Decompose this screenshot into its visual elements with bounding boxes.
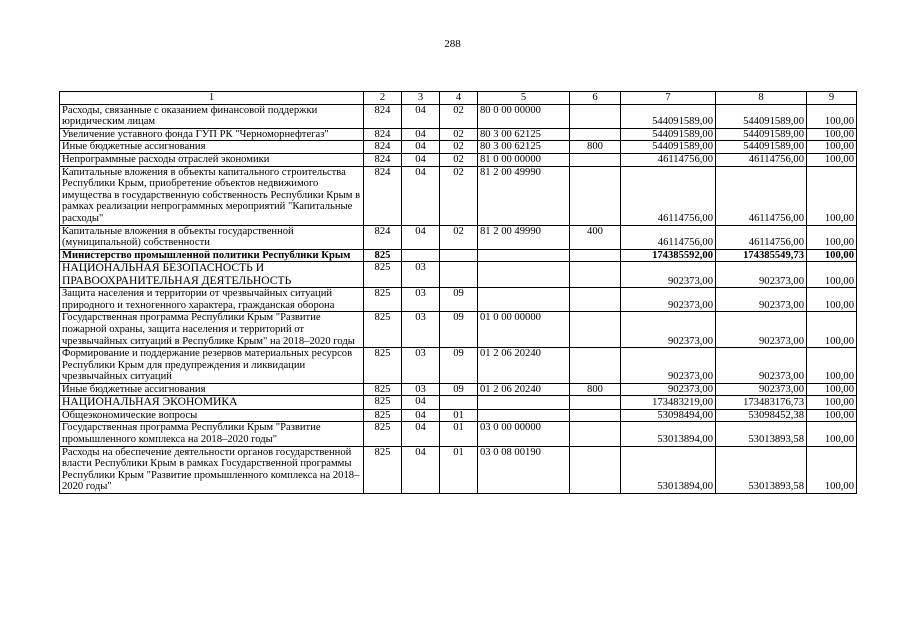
expense-type-cell: 800: [570, 383, 621, 396]
percent-cell: 100,00: [807, 128, 857, 141]
expense-type-cell: [570, 422, 621, 446]
ministry-code-cell: 825: [364, 348, 402, 384]
header-row: [60, 92, 857, 105]
percent-cell: 100,00: [807, 396, 857, 409]
target-article-cell: [478, 249, 570, 262]
table-row: [60, 446, 857, 493]
target-article-cell: 80 3 00 62125: [478, 141, 570, 154]
executed-amount-cell: 46114756,00: [716, 153, 807, 166]
planned-amount-cell: 53013894,00: [621, 446, 716, 493]
expense-type-cell: [570, 104, 621, 128]
expense-type-cell: [570, 249, 621, 262]
table-row: [60, 288, 857, 312]
budget-table: [59, 91, 857, 494]
subsection-cell: 02: [440, 166, 478, 225]
percent-cell: 100,00: [807, 288, 857, 312]
target-article-cell: [478, 409, 570, 422]
planned-amount-cell: 53098494,00: [621, 409, 716, 422]
ministry-code-cell: 825: [364, 422, 402, 446]
ministry-code-cell: 824: [364, 153, 402, 166]
subsection-cell: 02: [440, 153, 478, 166]
section-cell: 04: [402, 422, 440, 446]
target-article-cell: 01 2 06 20240: [478, 383, 570, 396]
executed-amount-cell: 53013893,58: [716, 422, 807, 446]
name-cell: Капитальные вложения в объекты государственной (муниципальной) собственности: [60, 225, 364, 249]
percent-cell: 100,00: [807, 446, 857, 493]
name-cell: Иные бюджетные ассигнования: [60, 141, 364, 154]
name-cell: Расходы на обеспечение деятельности органов государственной власти Республики Крым в рамках Государственной программы Республики Крым "Развитие промышленного комплекса на 2018–2020 годы": [60, 446, 364, 493]
header-cell: 6: [570, 92, 621, 105]
expense-type-cell: [570, 166, 621, 225]
ministry-code-cell: 825: [364, 446, 402, 493]
planned-amount-cell: 544091589,00: [621, 104, 716, 128]
executed-amount-cell: 902373,00: [716, 383, 807, 396]
table-row: [60, 141, 857, 154]
planned-amount-cell: 544091589,00: [621, 128, 716, 141]
table-row: [60, 249, 857, 262]
expense-type-cell: [570, 153, 621, 166]
expense-type-cell: [570, 396, 621, 409]
table-row: [60, 225, 857, 249]
header-cell: 7: [621, 92, 716, 105]
subsection-cell: 09: [440, 383, 478, 396]
planned-amount-cell: 173483219,00: [621, 396, 716, 409]
planned-amount-cell: 902373,00: [621, 383, 716, 396]
executed-amount-cell: 902373,00: [716, 288, 807, 312]
planned-amount-cell: 46114756,00: [621, 225, 716, 249]
name-cell: Министерство промышленной политики Республики Крым: [60, 249, 364, 262]
ministry-code-cell: 825: [364, 262, 402, 288]
header-cell: 2: [364, 92, 402, 105]
subsection-cell: 01: [440, 409, 478, 422]
executed-amount-cell: 902373,00: [716, 312, 807, 348]
subsection-cell: 01: [440, 422, 478, 446]
planned-amount-cell: 902373,00: [621, 312, 716, 348]
table-row: [60, 312, 857, 348]
ministry-code-cell: 825: [364, 312, 402, 348]
name-cell: НАЦИОНАЛЬНАЯ БЕЗОПАСНОСТЬ И ПРАВООХРАНИТЕЛЬНАЯ ДЕЯТЕЛЬНОСТЬ: [60, 262, 364, 288]
name-cell: Увеличение уставного фонда ГУП РК "Черноморнефтегаз": [60, 128, 364, 141]
target-article-cell: 81 2 00 49990: [478, 166, 570, 225]
expense-type-cell: [570, 288, 621, 312]
section-cell: 03: [402, 348, 440, 384]
section-cell: 04: [402, 409, 440, 422]
section-cell: 03: [402, 312, 440, 348]
subsection-cell: 01: [440, 446, 478, 493]
executed-amount-cell: 902373,00: [716, 262, 807, 288]
table-row: [60, 383, 857, 396]
name-cell: Иные бюджетные ассигнования: [60, 383, 364, 396]
planned-amount-cell: 902373,00: [621, 348, 716, 384]
section-cell: 04: [402, 104, 440, 128]
planned-amount-cell: 544091589,00: [621, 141, 716, 154]
executed-amount-cell: 173483176,73: [716, 396, 807, 409]
table-row: [60, 166, 857, 225]
target-article-cell: 03 0 08 00190: [478, 446, 570, 493]
percent-cell: 100,00: [807, 166, 857, 225]
section-cell: [402, 249, 440, 262]
table-row: [60, 348, 857, 384]
expense-type-cell: [570, 348, 621, 384]
name-cell: НАЦИОНАЛЬНАЯ ЭКОНОМИКА: [60, 396, 364, 409]
percent-cell: 100,00: [807, 422, 857, 446]
percent-cell: 100,00: [807, 348, 857, 384]
subsection-cell: [440, 262, 478, 288]
subsection-cell: [440, 396, 478, 409]
target-article-cell: 81 2 00 49990: [478, 225, 570, 249]
table-row: [60, 262, 857, 288]
name-cell: Государственная программа Республики Крым "Развитие промышленного комплекса на 2018–2020 годы": [60, 422, 364, 446]
target-article-cell: 01 2 06 20240: [478, 348, 570, 384]
table-row: [60, 104, 857, 128]
subsection-cell: 02: [440, 104, 478, 128]
planned-amount-cell: 46114756,00: [621, 166, 716, 225]
expense-type-cell: [570, 312, 621, 348]
header-cell: 4: [440, 92, 478, 105]
table-row: [60, 128, 857, 141]
target-article-cell: [478, 288, 570, 312]
executed-amount-cell: 544091589,00: [716, 128, 807, 141]
subsection-cell: 02: [440, 128, 478, 141]
subsection-cell: 09: [440, 312, 478, 348]
percent-cell: 100,00: [807, 383, 857, 396]
name-cell: Защита населения и территории от чрезвычайных ситуаций природного и техногенного характера, гражданская оборона: [60, 288, 364, 312]
name-cell: Непрограммные расходы отраслей экономики: [60, 153, 364, 166]
ministry-code-cell: 825: [364, 409, 402, 422]
percent-cell: 100,00: [807, 249, 857, 262]
ministry-code-cell: 824: [364, 141, 402, 154]
executed-amount-cell: 544091589,00: [716, 104, 807, 128]
executed-amount-cell: 46114756,00: [716, 225, 807, 249]
section-cell: 04: [402, 225, 440, 249]
header-cell: 1: [60, 92, 364, 105]
name-cell: Расходы, связанные с оказанием финансовой поддержки юридическим лицам: [60, 104, 364, 128]
planned-amount-cell: 902373,00: [621, 262, 716, 288]
header-cell: 9: [807, 92, 857, 105]
subsection-cell: 09: [440, 348, 478, 384]
name-cell: Формирование и поддержание резервов материальных ресурсов Республики Крым для предупреждения и ликвидации чрезвычайных ситуаций: [60, 348, 364, 384]
target-article-cell: [478, 262, 570, 288]
target-article-cell: 80 3 00 62125: [478, 128, 570, 141]
planned-amount-cell: 46114756,00: [621, 153, 716, 166]
section-cell: 03: [402, 262, 440, 288]
ministry-code-cell: 824: [364, 225, 402, 249]
name-cell: Государственная программа Республики Крым "Развитие пожарной охраны, защита населения и территорий от чрезвычайных ситуаций в Республике Крым" на 2018–2020 годы: [60, 312, 364, 348]
target-article-cell: [478, 396, 570, 409]
subsection-cell: [440, 249, 478, 262]
header-cell: 5: [478, 92, 570, 105]
expense-type-cell: [570, 262, 621, 288]
section-cell: 04: [402, 446, 440, 493]
target-article-cell: 81 0 00 00000: [478, 153, 570, 166]
target-article-cell: 01 0 00 00000: [478, 312, 570, 348]
section-cell: 04: [402, 396, 440, 409]
executed-amount-cell: 53013893,58: [716, 446, 807, 493]
section-cell: 03: [402, 383, 440, 396]
section-cell: 04: [402, 141, 440, 154]
section-cell: 04: [402, 128, 440, 141]
table-row: [60, 409, 857, 422]
percent-cell: 100,00: [807, 104, 857, 128]
ministry-code-cell: 824: [364, 128, 402, 141]
executed-amount-cell: 174385549,73: [716, 249, 807, 262]
name-cell: Общеэкономические вопросы: [60, 409, 364, 422]
expense-type-cell: 800: [570, 141, 621, 154]
table-row: [60, 153, 857, 166]
executed-amount-cell: 53098452,38: [716, 409, 807, 422]
page-number: 288: [444, 38, 461, 50]
ministry-code-cell: 824: [364, 166, 402, 225]
percent-cell: 100,00: [807, 153, 857, 166]
expense-type-cell: 400: [570, 225, 621, 249]
planned-amount-cell: 902373,00: [621, 288, 716, 312]
percent-cell: 100,00: [807, 141, 857, 154]
header-cell: 3: [402, 92, 440, 105]
executed-amount-cell: 46114756,00: [716, 166, 807, 225]
header-cell: 8: [716, 92, 807, 105]
ministry-code-cell: 824: [364, 104, 402, 128]
ministry-code-cell: 825: [364, 383, 402, 396]
target-article-cell: 03 0 00 00000: [478, 422, 570, 446]
expense-type-cell: [570, 446, 621, 493]
subsection-cell: 09: [440, 288, 478, 312]
planned-amount-cell: 174385592,00: [621, 249, 716, 262]
subsection-cell: 02: [440, 225, 478, 249]
ministry-code-cell: 825: [364, 249, 402, 262]
ministry-code-cell: 825: [364, 288, 402, 312]
executed-amount-cell: 544091589,00: [716, 141, 807, 154]
section-cell: 03: [402, 288, 440, 312]
planned-amount-cell: 53013894,00: [621, 422, 716, 446]
table-row: [60, 422, 857, 446]
percent-cell: 100,00: [807, 409, 857, 422]
target-article-cell: 80 0 00 00000: [478, 104, 570, 128]
table-row: [60, 396, 857, 409]
percent-cell: 100,00: [807, 262, 857, 288]
name-cell: Капитальные вложения в объекты капитального строительства Республики Крым, приобретение объектов недвижимого имущества в государственную собственность Республики Крым в рамках реализации непрограммных мероприятий "Капитальные расходы": [60, 166, 364, 225]
percent-cell: 100,00: [807, 312, 857, 348]
expense-type-cell: [570, 128, 621, 141]
subsection-cell: 02: [440, 141, 478, 154]
ministry-code-cell: 825: [364, 396, 402, 409]
executed-amount-cell: 902373,00: [716, 348, 807, 384]
percent-cell: 100,00: [807, 225, 857, 249]
expense-type-cell: [570, 409, 621, 422]
section-cell: 04: [402, 153, 440, 166]
section-cell: 04: [402, 166, 440, 225]
